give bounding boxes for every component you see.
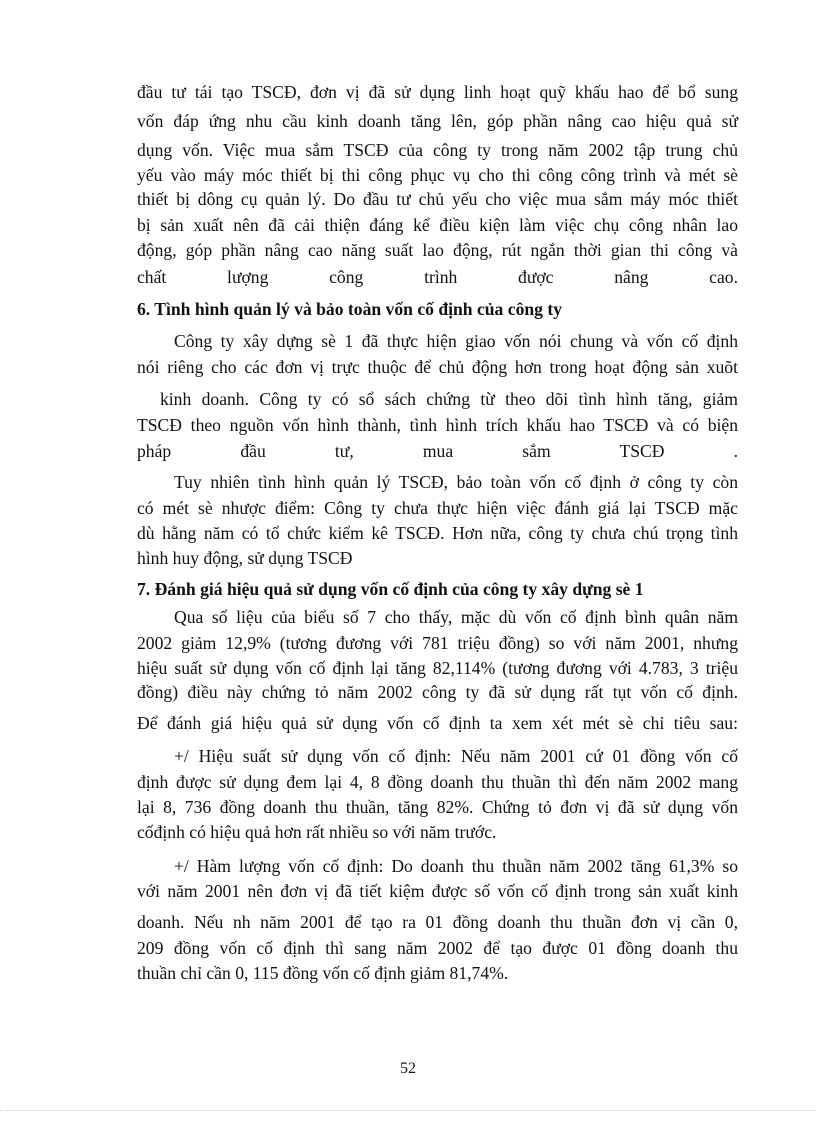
paragraph-line: Tuy nhiên tình hình quản lý TSCĐ, bảo toàn vốn cố định ở công ty còn [174,472,738,492]
paragraph-line: có mét sè nhược điểm: Công ty chưa thực hiện việc đánh giá lại TSCĐ mặc [137,498,738,518]
paragraph-line: chất lượng công trình được nâng cao. [137,267,738,287]
paragraph-line: doanh. Nếu nh năm 2001 để tạo ra 01 đồng doanh thu thuần đơn vị cần 0, [137,912,738,932]
section-6-heading: 6. Tình hình quản lý và bảo toàn vốn cố định của công ty [137,299,562,319]
paragraph-line: Công ty xây dựng sè 1 đã thực hiện giao vốn nói chung và vốn cố định [174,331,738,351]
paragraph-line: 2002 giảm 12,9% (tương đương với 781 triệu đồng) so với năm 2001, nhưng [137,633,738,653]
paragraph-line: động, góp phần nâng cao năng suất lao động, rút ngắn thời gian thi công và [137,240,738,260]
paragraph-line: với năm 2001 nên đơn vị đã tiết kiệm được số vốn cố định trong sản xuất kinh [137,881,738,901]
paragraph-line: Để đánh giá hiệu quả sử dụng vốn cố định ta xem xét mét sè chỉ tiêu sau: [137,713,738,733]
paragraph-line: thiết bị dông cụ quản lý. Do đầu tư chủ yếu cho việc mua sắm máy móc thiết [137,189,738,209]
paragraph-line: kinh doanh. Công ty có sổ sách chứng từ theo dõi tình hình tăng, giảm [160,389,738,409]
paragraph-line: dụng vốn. Việc mua sắm TSCĐ của công ty trong năm 2002 tập trung chủ [137,140,738,160]
paragraph-line: nói riêng cho các đơn vị trực thuộc để chủ động hơn trong hoạt động sản xuõt [137,357,738,377]
paragraph-line: định được sử dụng đem lại 4, 8 đồng doanh thu thuần thì đến năm 2002 mang [137,772,738,792]
paragraph-line: hình huy động, sử dụng TSCĐ [137,548,353,568]
paragraph-line: hiệu suất sử dụng vốn cố định lại tăng 82,114% (tương đương với 4.783, 3 triệu [137,658,738,678]
paragraph-line: đầu tư tái tạo TSCĐ, đơn vị đã sử dụng linh hoạt quỹ khấu hao để bổ sung [137,82,738,102]
paragraph-line: pháp đầu tư, mua sắm TSCĐ . [137,441,738,461]
paragraph-line: đồng) điều này chứng tỏ năm 2002 công ty đã sử dụng rất tụt vốn cố định. [137,682,738,702]
section-7-heading: 7. Đánh giá hiệu quả sử dụng vốn cố định của công ty xây dựng sè 1 [137,579,644,599]
paragraph-line: vốn đáp ứng nhu cầu kinh doanh tăng lên, góp phần nâng cao hiệu quả sử [137,111,738,131]
paragraph-line: cốđịnh có hiệu quả hơn rất nhiều so với năm trước. [137,822,497,842]
paragraph-line: 209 đồng vốn cố định thì sang năm 2002 để tạo được 01 đồng doanh thu [137,938,738,958]
paragraph-line: +/ Hiệu suất sử dụng vốn cố định: Nếu năm 2001 cứ 01 đồng vốn cố [174,746,738,766]
paragraph-line: TSCĐ theo nguồn vốn hình thành, tình hình trích khấu hao TSCĐ và có biện [137,415,738,435]
paragraph-line: Qua số liệu của biểu số 7 cho thấy, mặc dù vốn cố định bình quân năm [174,607,738,627]
paragraph-line: yếu vào máy móc thiết bị thi công phục vụ cho thi công công trình và mét sè [137,165,738,185]
paragraph-line: +/ Hàm lượng vốn cố định: Do doanh thu thuần năm 2002 tăng 61,3% so [174,856,738,876]
paragraph-line: lại 8, 736 đồng doanh thu thuần, tăng 82%. Chứng tỏ đơn vị đã sử dụng vốn [137,797,738,817]
paragraph-line: thuần chỉ cần 0, 115 đồng vốn cố định giảm 81,74%. [137,963,509,983]
page-number: 52 [400,1060,416,1077]
paragraph-line: dù hằng năm có tổ chức kiểm kê TSCĐ. Hơn nữa, công ty chưa chú trọng tình [137,523,738,543]
paragraph-line: bị sản xuất nên đã cải thiện đáng kể điều kiện làm việc chụ công nhân lao [137,215,738,235]
page-bottom-divider [0,1110,816,1111]
